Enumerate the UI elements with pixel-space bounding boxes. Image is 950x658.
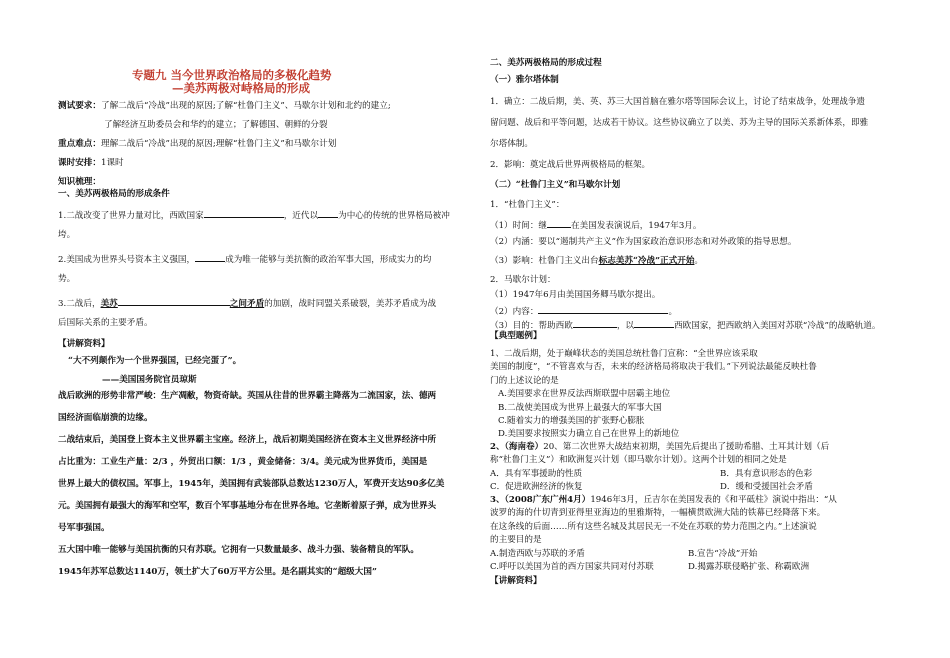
q2-option-b: B．具有意识形态的色彩	[720, 469, 813, 479]
q3-line-2: 波罗的海的什切青到亚得里亚海边的里雅斯特，一幅横贯欧洲大陆的铁幕已经降落下来。	[490, 508, 826, 518]
point-1-text-a: 1.二战改变了世界力量对比，西欧国家	[58, 211, 204, 221]
point-3-text-c: 之间矛盾	[229, 299, 265, 309]
point-2-text-b: 成为唯一能够与美抗衡的政治军事大国，形成实力的均	[225, 255, 432, 265]
yalta-line-3: 尔塔体制。	[490, 139, 533, 149]
point-3-text-b: 美苏	[100, 299, 118, 309]
key-points-text: 理解二战后“冷战”出现的原因;理解“杜鲁门主义”和马歇尔计划	[100, 139, 337, 149]
requirements-text-1: 了解二战后“冷战”出现的原因;了解“杜鲁门主义”、马歇尔计划和北约的建立;	[100, 101, 391, 111]
point-2-text-a: 2.美国成为世界头号资本主义强国，	[58, 255, 196, 265]
marshall-heading: 2．马歇尔计划：	[490, 275, 556, 285]
truman-impact-b: 标志美苏“冷战”正式开始	[598, 256, 695, 266]
q1-line-2: 美国的制度”，“不管喜欢与否，未来的经济格局将取决于我们。”下列说法最能反映杜鲁	[490, 362, 817, 372]
section-2-heading: 二、美苏两极格局的形成过程	[490, 58, 602, 68]
q2-stem: 20、第二次世界大战结束初期，美国先后提出了援助希腊、土耳其计划（后	[543, 442, 830, 452]
materials-heading: 【讲解资料】	[58, 339, 110, 349]
q2-option-a: A．具有军事援助的性质	[490, 469, 583, 479]
blank-6	[538, 304, 668, 314]
materials-heading-2: 【讲解资料】	[490, 576, 542, 586]
material-line-9: 1945年苏军总数达1140万，领土扩大了60万平方公里。是名副其实的“超级大国”	[58, 567, 377, 577]
key-points-label: 重点难点：	[58, 139, 101, 149]
point-3-line-1	[58, 296, 436, 310]
requirements-line-2: 了解经济互助委员会和华约的建立；了解德国、朝鲜的分裂	[104, 120, 328, 130]
q1-option-c: C.随着实力的增强美国的扩张野心膨胀	[498, 416, 645, 426]
truman-heading: 1．“杜鲁门主义”：	[490, 200, 565, 210]
q2-prefix: 2、（海南卷）	[490, 442, 544, 452]
material-line-1: 战后欧洲的形势非常严峻：生产凋敝，物资奇缺。英国从往昔的世界霸主降落为二流国家，法、德两	[58, 391, 437, 401]
q3-stem: 1946年3月，丘吉尔在美国发表的《和平砥柱》演说中指出：“从	[590, 495, 837, 505]
marshall-line-1: （1）1947年6月由美国国务卿马歇尔提出。	[490, 290, 661, 300]
blank-7	[573, 318, 617, 328]
yalta-impact: 2．影响：奠定战后世界两极格局的框架。	[490, 160, 651, 170]
subsection-truman: （二）“杜鲁门主义”和马歇尔计划	[490, 180, 621, 190]
point-1-line-1	[58, 208, 450, 222]
blank-2	[318, 208, 338, 218]
q1-option-d: D.美国要求按照实力确立自己在世界上的新地位	[498, 429, 680, 439]
requirements-label: 测试要求：	[58, 101, 101, 111]
examples-heading: 【典型题例】	[490, 331, 542, 341]
quote-source: ——美国国务院官员琼斯	[102, 375, 197, 385]
truman-time	[490, 218, 702, 232]
q1-line-1: 1、二战后期，处于巅峰状态的美国总统杜鲁门宣称：“全世界应该采取	[490, 349, 758, 359]
q3-option-a: A.制造西欧与苏联的矛盾	[490, 549, 585, 559]
truman-content: （2）内涵：要以“遏制共产主义”作为国家政治意识形态和对外政策的指导思想。	[490, 237, 797, 247]
blank-3	[195, 252, 225, 262]
truman-impact-a: （3）影响：杜鲁门主义出台	[490, 256, 599, 266]
marshall-content-b: 。	[668, 307, 678, 317]
material-line-2: 国经济面临崩溃的边缘。	[58, 413, 153, 423]
title-line-2: —美苏两极对峙格局的形成	[172, 81, 310, 95]
q3-option-b: B.宣告“冷战”开始	[688, 549, 758, 559]
q1-option-a: A.美国要求在世界反法西斯联盟中居霸主地位	[498, 389, 671, 399]
point-3-text-a: 3.二战后，	[58, 299, 101, 309]
q3-option-d: D.揭露苏联侵略扩张、称霸欧洲	[688, 562, 810, 572]
title-line-1: 专题九 当今世界政治格局的多极化趋势	[132, 68, 332, 82]
hours-line	[58, 158, 124, 169]
point-1-text-b: ，近代以	[283, 211, 319, 221]
point-3-text-d: 的加剧，战时同盟关系破裂，美苏矛盾成为战	[264, 299, 437, 309]
q3-line-4: 的主要目的是	[490, 535, 542, 545]
blank-5	[547, 218, 571, 228]
q1-option-b: B.二战使美国成为世界上最强大的军事大国	[498, 403, 662, 413]
material-line-5: 世界上最大的债权国。军事上，1945年，美国拥有武装部队总数达1230万人，军费开支达90多亿美	[58, 479, 445, 489]
point-2-line-1	[58, 252, 431, 266]
hours-text: 1课时	[100, 158, 124, 168]
point-1-line-2: 垮。	[58, 230, 76, 240]
point-2-line-2: 势。	[58, 274, 76, 284]
knowledge-heading: 知识梳理：	[58, 177, 101, 187]
material-line-8: 五大国中唯一能够与美国抗衡的只有苏联。它拥有一只数量最多、战斗力强、装备精良的军队。	[58, 545, 419, 555]
q2-option-c: C．促进欧洲经济的恢复	[490, 482, 583, 492]
point-1-text-c: 为中心的传统的世界格局被冲	[338, 211, 450, 221]
blank-8	[634, 318, 674, 328]
marshall-content-a: （2）内容：	[490, 307, 539, 317]
truman-time-a: （1）时间：继	[490, 221, 548, 231]
truman-impact-c: 。	[694, 256, 704, 266]
section-1-heading: 一、美苏两极格局的形成条件	[58, 189, 170, 199]
material-line-6: 元。美国拥有最强大的海军和空军，数百个军事基地分布在世界各地。它垄断着原子弹，成为世界头	[58, 501, 437, 511]
truman-impact	[490, 256, 703, 267]
q3-line-1	[490, 495, 837, 506]
marshall-purpose-c: 西欧国家，把西欧纳入美国对苏联“冷战”的战略轨道。	[674, 321, 881, 331]
subsection-yalta: （一）雅尔塔体制	[490, 75, 559, 85]
blank-1	[204, 208, 284, 218]
yalta-line-1: 1．确立：二战后期，美、英、苏三大国首脑在雅尔塔等国际会议上，讨论了结束战争，处理战争遗	[490, 97, 866, 107]
key-points-line	[58, 139, 336, 150]
point-3-line-2: 后国际关系的主要矛盾。	[58, 318, 153, 328]
q1-line-3: 门的上述议论的是	[490, 376, 559, 386]
material-line-3: 二战结束后，美国登上资本主义世界霸主宝座。经济上，战后初期美国经济在资本主义世界经济中所	[58, 435, 437, 445]
q3-option-c: C.呼吁以美国为首的西方国家共同对付苏联	[490, 562, 654, 572]
marshall-purpose-a: （3）目的：帮助西欧	[490, 321, 573, 331]
marshall-line-3	[490, 318, 880, 332]
blank-4	[118, 296, 230, 306]
quote-text: “大不列颠作为一个世界强国，已经完蛋了”。	[68, 356, 242, 366]
requirements-line-1	[58, 101, 391, 112]
hours-label: 课时安排：	[58, 158, 101, 168]
q3-line-3: 在这条线的后面……所有这些名城及其居民无一不处在苏联的势力范围之内。”上述演说	[490, 522, 817, 532]
q2-option-d: D．缓和受援国社会矛盾	[720, 482, 813, 492]
marshall-line-2	[490, 304, 677, 318]
material-line-4: 占比重为：工业生产量：2/3 ，外贸出口额：1/3 ，黄金储备：3/4。美元成为世界货币，美国是	[58, 457, 428, 467]
q2-line-1	[490, 442, 829, 453]
q2-line-2: 称“杜鲁门主义”）和欧洲复兴计划（即马歇尔计划）。这两个计划的相同之处是	[490, 455, 787, 465]
q3-prefix: 3、（2008广东广州4月）	[490, 495, 591, 505]
yalta-line-2: 留问题、战后和平等问题，达成若干协议。这些协议确立了以美、苏为主导的国际关系新体系，即雅	[490, 118, 869, 128]
marshall-purpose-b: ，以	[616, 321, 635, 331]
truman-time-b: 在美国发表演说后，1947年3月。	[571, 221, 702, 231]
material-line-7: 号军事强国。	[58, 523, 110, 533]
